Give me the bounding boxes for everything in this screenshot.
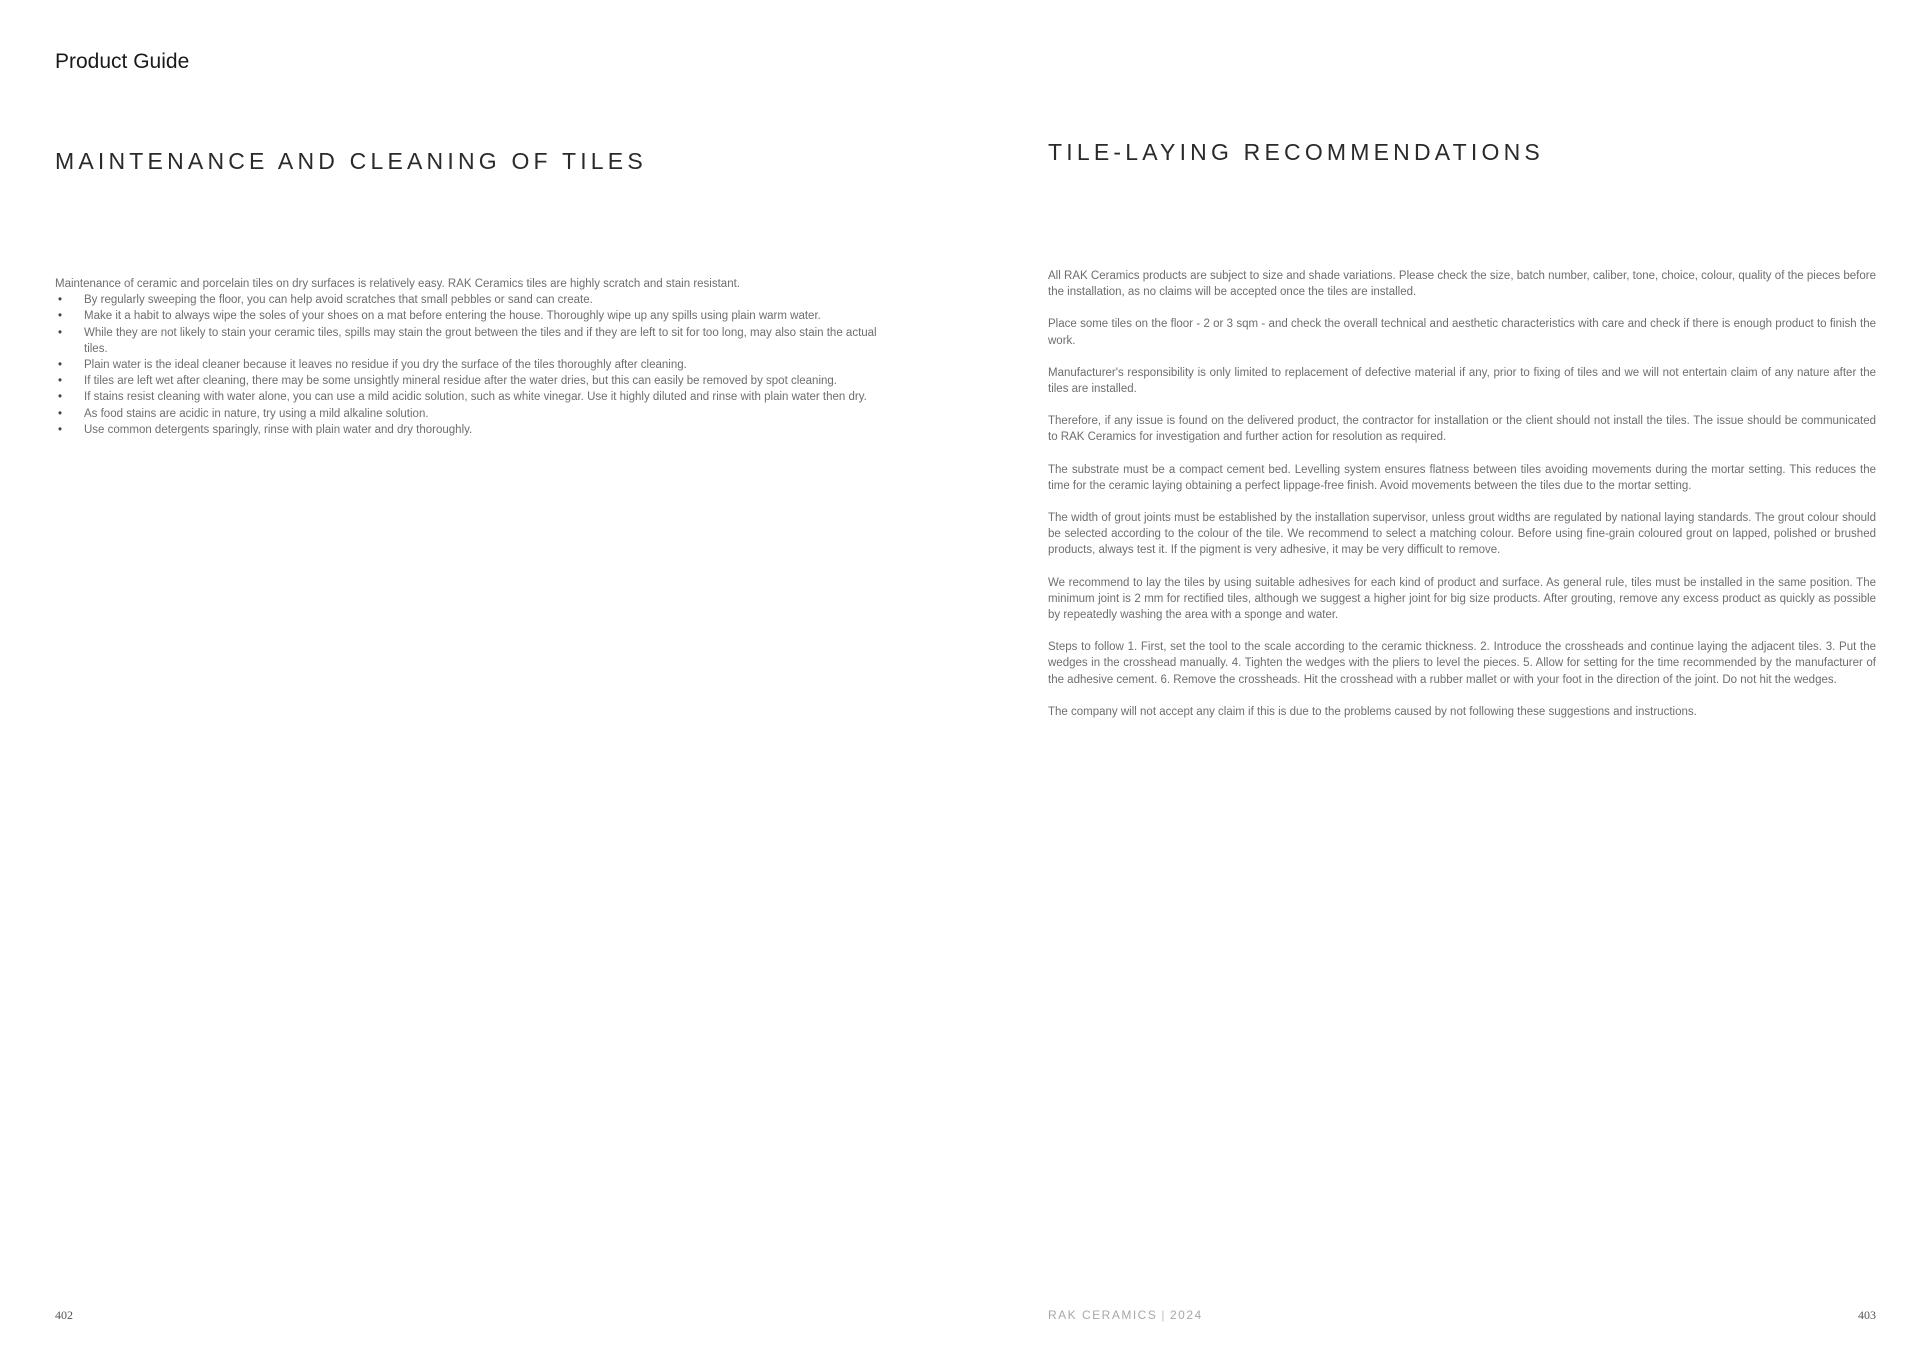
- paragraph: The width of grout joints must be established by the installation supervisor, unless grout widths are regulated by national laying standards. The grout colour should be selected according to the colour of the tile. We recommend to select a matching colour. Before using fine-grain coloured grout on lapped, polished or brushed products, always test it. If the pigment is very adhesive, it may be very difficult to remove.: [1048, 512, 1876, 557]
- bullet-icon: •: [58, 294, 63, 307]
- footer-year: 2024: [1169, 1308, 1203, 1322]
- paragraph: Manufacturer's responsibility is only limited to replacement of defective material if any, prior to fixing of tiles and we will not entertain claim of any nature after the tiles are installed.: [1048, 366, 1876, 396]
- bullet-icon: •: [58, 326, 63, 339]
- page-number-left: 402: [55, 1308, 73, 1322]
- list-item-text: As food stains are acidic in nature, try using a mild alkaline solution.: [84, 407, 429, 420]
- footer-separator: |: [1161, 1308, 1166, 1322]
- list-item: [55, 373, 885, 389]
- bullet-icon: •: [58, 407, 63, 420]
- list-item: [55, 389, 885, 405]
- bullet-icon: •: [58, 310, 63, 323]
- bullet-icon: •: [58, 423, 63, 436]
- paragraph: The substrate must be a compact cement bed. Levelling system ensures flatness between tiles avoiding movements during the mortar setting. This reduces the time for the ceramic laying obtaining a perfect lippage-free finish. Avoid movements between the tiles due to the mortar setting.: [1048, 463, 1876, 492]
- list-item: [55, 325, 885, 357]
- tile-laying-heading: TILE-LAYING RECOMMENDATIONS: [1048, 139, 1544, 165]
- paragraph: All RAK Ceramics products are subject to size and shade variations. Please check the size, batch number, caliber, tone, choice, colour, quality of the pieces before the installation, as no claims will be accepted once the tiles are installed.: [1048, 270, 1876, 299]
- bullet-icon: •: [58, 359, 63, 372]
- maintenance-section: [55, 276, 885, 438]
- paragraph: The company will not accept any claim if this is due to the problems caused by not following these suggestions and instructions.: [1048, 705, 1697, 718]
- tile-laying-section: [1048, 268, 1876, 736]
- bullet-icon: •: [58, 391, 63, 404]
- list-item: [55, 308, 885, 324]
- list-item: [55, 292, 885, 308]
- footer-brand: [1048, 1308, 1203, 1322]
- list-item: [55, 422, 885, 438]
- maintenance-list: [55, 292, 885, 438]
- list-item-text: If stains resist cleaning with water alone, you can use a mild acidic solution, such as white vinegar. Use it highly diluted and rinse with plain water then dry.: [84, 391, 867, 404]
- list-item-text: By regularly sweeping the floor, you can help avoid scratches that small pebbles or sand can create.: [84, 294, 593, 307]
- page-number-right: 403: [1858, 1308, 1876, 1322]
- document-title: Product Guide: [55, 50, 190, 73]
- paragraph: We recommend to lay the tiles by using suitable adhesives for each kind of product and surface. As general rule, tiles must be installed in the same position. The minimum joint is 2 mm for rectified tiles, although we suggest a higher joint for big size products. After grouting, remove any excess product as quickly as possible by repeatedly washing the area with a sponge and water.: [1048, 576, 1876, 622]
- paragraph: Therefore, if any issue is found on the delivered product, the contractor for installation or the client should not install the tiles. The issue should be communicated to RAK Ceramics for investigation and further action for resolution as required.: [1048, 415, 1876, 444]
- list-item-text: Make it a habit to always wipe the soles of your shoes on a mat before entering the house. Thoroughly wipe up any spills using plain warm water.: [84, 310, 821, 323]
- maintenance-heading: MAINTENANCE AND CLEANING OF TILES: [55, 148, 647, 174]
- brand-name: RAK CERAMICS: [1048, 1308, 1158, 1322]
- list-item: [55, 406, 885, 422]
- list-item-text: If tiles are left wet after cleaning, there may be some unsightly mineral residue after the water dries, but this can easily be removed by spot cleaning.: [84, 375, 837, 388]
- paragraph: Place some tiles on the floor - 2 or 3 sqm - and check the overall technical and aesthetic characteristics with care and check if there is enough product to finish the work.: [1048, 318, 1876, 347]
- list-item: [55, 357, 885, 373]
- list-item-text: Plain water is the ideal cleaner because it leaves no residue if you dry the surface of the tiles thoroughly after cleaning.: [84, 359, 687, 372]
- list-item-text: While they are not likely to stain your ceramic tiles, spills may stain the grout between the tiles and if they are left to sit for too long, may also stain the actual tiles.: [84, 326, 877, 355]
- maintenance-intro: Maintenance of ceramic and porcelain tiles on dry surfaces is relatively easy. RAK Ceramics tiles are highly scratch and stain resistant.: [55, 278, 740, 290]
- paragraph: Steps to follow 1. First, set the tool to the scale according to the ceramic thickness. 2. Introduce the crossheads and continue laying the adjacent tiles. 3. Put the wedges in the crosshead manually. 4. Tighten the wedges with the pliers to level the pieces. 5. Allow for setting for the time recommended by the manufacturer of the adhesive cement. 6. Remove the crossheads. Hit the crosshead with a rubber mallet or with your foot in the direction of the joint. Do not hit the wedges.: [1048, 641, 1876, 686]
- list-item-text: Use common detergents sparingly, rinse with plain water and dry thoroughly.: [84, 423, 473, 436]
- bullet-icon: •: [58, 375, 63, 388]
